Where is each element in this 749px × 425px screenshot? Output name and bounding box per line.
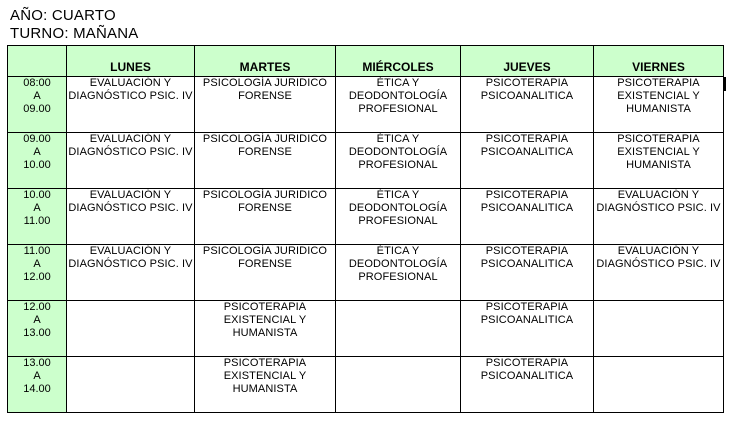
day-header-jueves: JUEVES bbox=[461, 46, 594, 77]
class-cell: PSICOTERAPIA PSICOANALITICA bbox=[461, 301, 594, 357]
class-cell: EVALUACIÓN Y DIAGNÓSTICO PSIC. IV bbox=[67, 189, 195, 245]
day-header-miercoles: MIÉRCOLES bbox=[336, 46, 461, 77]
class-cell: ÉTICA Y DEODONTOLOGÍA PROFESIONAL bbox=[336, 189, 461, 245]
table-row bbox=[8, 133, 724, 189]
time-slot-cell: 12.00 A 13.00 bbox=[8, 301, 67, 357]
time-slot-cell: 08:00 A 09.00 bbox=[8, 77, 67, 133]
class-cell bbox=[594, 357, 724, 413]
table-row bbox=[8, 301, 724, 357]
class-cell: EVALUACIÓN Y DIAGNÓSTICO PSIC. IV bbox=[67, 77, 195, 133]
class-cell: PSICOTERAPIA PSICOANALITICA bbox=[461, 245, 594, 301]
time-header-cell bbox=[8, 46, 67, 77]
class-cell: EVALUACIÓN Y DIAGNÓSTICO PSIC. IV bbox=[67, 133, 195, 189]
class-cell: ÉTICA Y DEODONTOLOGÍA PROFESIONAL bbox=[336, 133, 461, 189]
class-cell bbox=[336, 357, 461, 413]
class-cell: PSICOLOGÍA JURIDICO FORENSE bbox=[195, 189, 336, 245]
table-row bbox=[8, 77, 724, 133]
class-cell: PSICOLOGÍA JURIDICO FORENSE bbox=[195, 245, 336, 301]
class-cell: PSICOTERAPIA PSICOANALITICA bbox=[461, 189, 594, 245]
class-cell: PSICOLOGÍA JURIDICO FORENSE bbox=[195, 133, 336, 189]
class-cell: PSICOTERAPIA EXISTENCIAL Y HUMANISTA bbox=[195, 357, 336, 413]
class-cell: ÉTICA Y DEODONTOLOGÍA PROFESIONAL bbox=[336, 245, 461, 301]
table-row bbox=[8, 357, 724, 413]
class-cell: PSICOTERAPIA EXISTENCIAL Y HUMANISTA bbox=[594, 133, 724, 189]
day-header-row bbox=[8, 46, 724, 77]
class-cell: PSICOTERAPIA EXISTENCIAL Y HUMANISTA bbox=[195, 301, 336, 357]
time-slot-cell: 11.00 A 12.00 bbox=[8, 245, 67, 301]
class-cell: PSICOTERAPIA EXISTENCIAL Y HUMANISTA bbox=[594, 77, 724, 133]
time-slot-cell: 13.00 A 14.00 bbox=[8, 357, 67, 413]
day-header-lunes: LUNES bbox=[67, 46, 195, 77]
day-header-martes: MARTES bbox=[195, 46, 336, 77]
schedule-table bbox=[7, 45, 724, 413]
class-cell bbox=[67, 357, 195, 413]
time-slot-cell: 10.00 A 11.00 bbox=[8, 189, 67, 245]
class-cell: PSICOTERAPIA PSICOANALITICA bbox=[461, 133, 594, 189]
day-header-viernes: VIERNES bbox=[594, 46, 724, 77]
class-cell: PSICOTERAPIA PSICOANALITICA bbox=[461, 357, 594, 413]
class-cell: PSICOLOGÍA JURIDICO FORENSE bbox=[195, 77, 336, 133]
table-row bbox=[8, 245, 724, 301]
table-row bbox=[8, 189, 724, 245]
class-cell: PSICOTERAPIA PSICOANALITICA bbox=[461, 77, 594, 133]
shift-heading: TURNO: MAÑANA bbox=[10, 25, 139, 42]
class-cell: EVALUACIÓN Y DIAGNÓSTICO PSIC. IV bbox=[594, 245, 724, 301]
class-cell: EVALUACIÓN Y DIAGNÓSTICO PSIC. IV bbox=[67, 245, 195, 301]
class-cell bbox=[67, 301, 195, 357]
class-cell: ÉTICA Y DEODONTOLOGÍA PROFESIONAL bbox=[336, 77, 461, 133]
class-cell bbox=[594, 301, 724, 357]
year-heading: AÑO: CUARTO bbox=[10, 7, 116, 24]
class-cell: EVALUACIÓN Y DIAGNÓSTICO PSIC. IV bbox=[594, 189, 724, 245]
cell-edge-mark bbox=[724, 77, 726, 91]
class-cell bbox=[336, 301, 461, 357]
time-slot-cell: 09.00 A 10.00 bbox=[8, 133, 67, 189]
